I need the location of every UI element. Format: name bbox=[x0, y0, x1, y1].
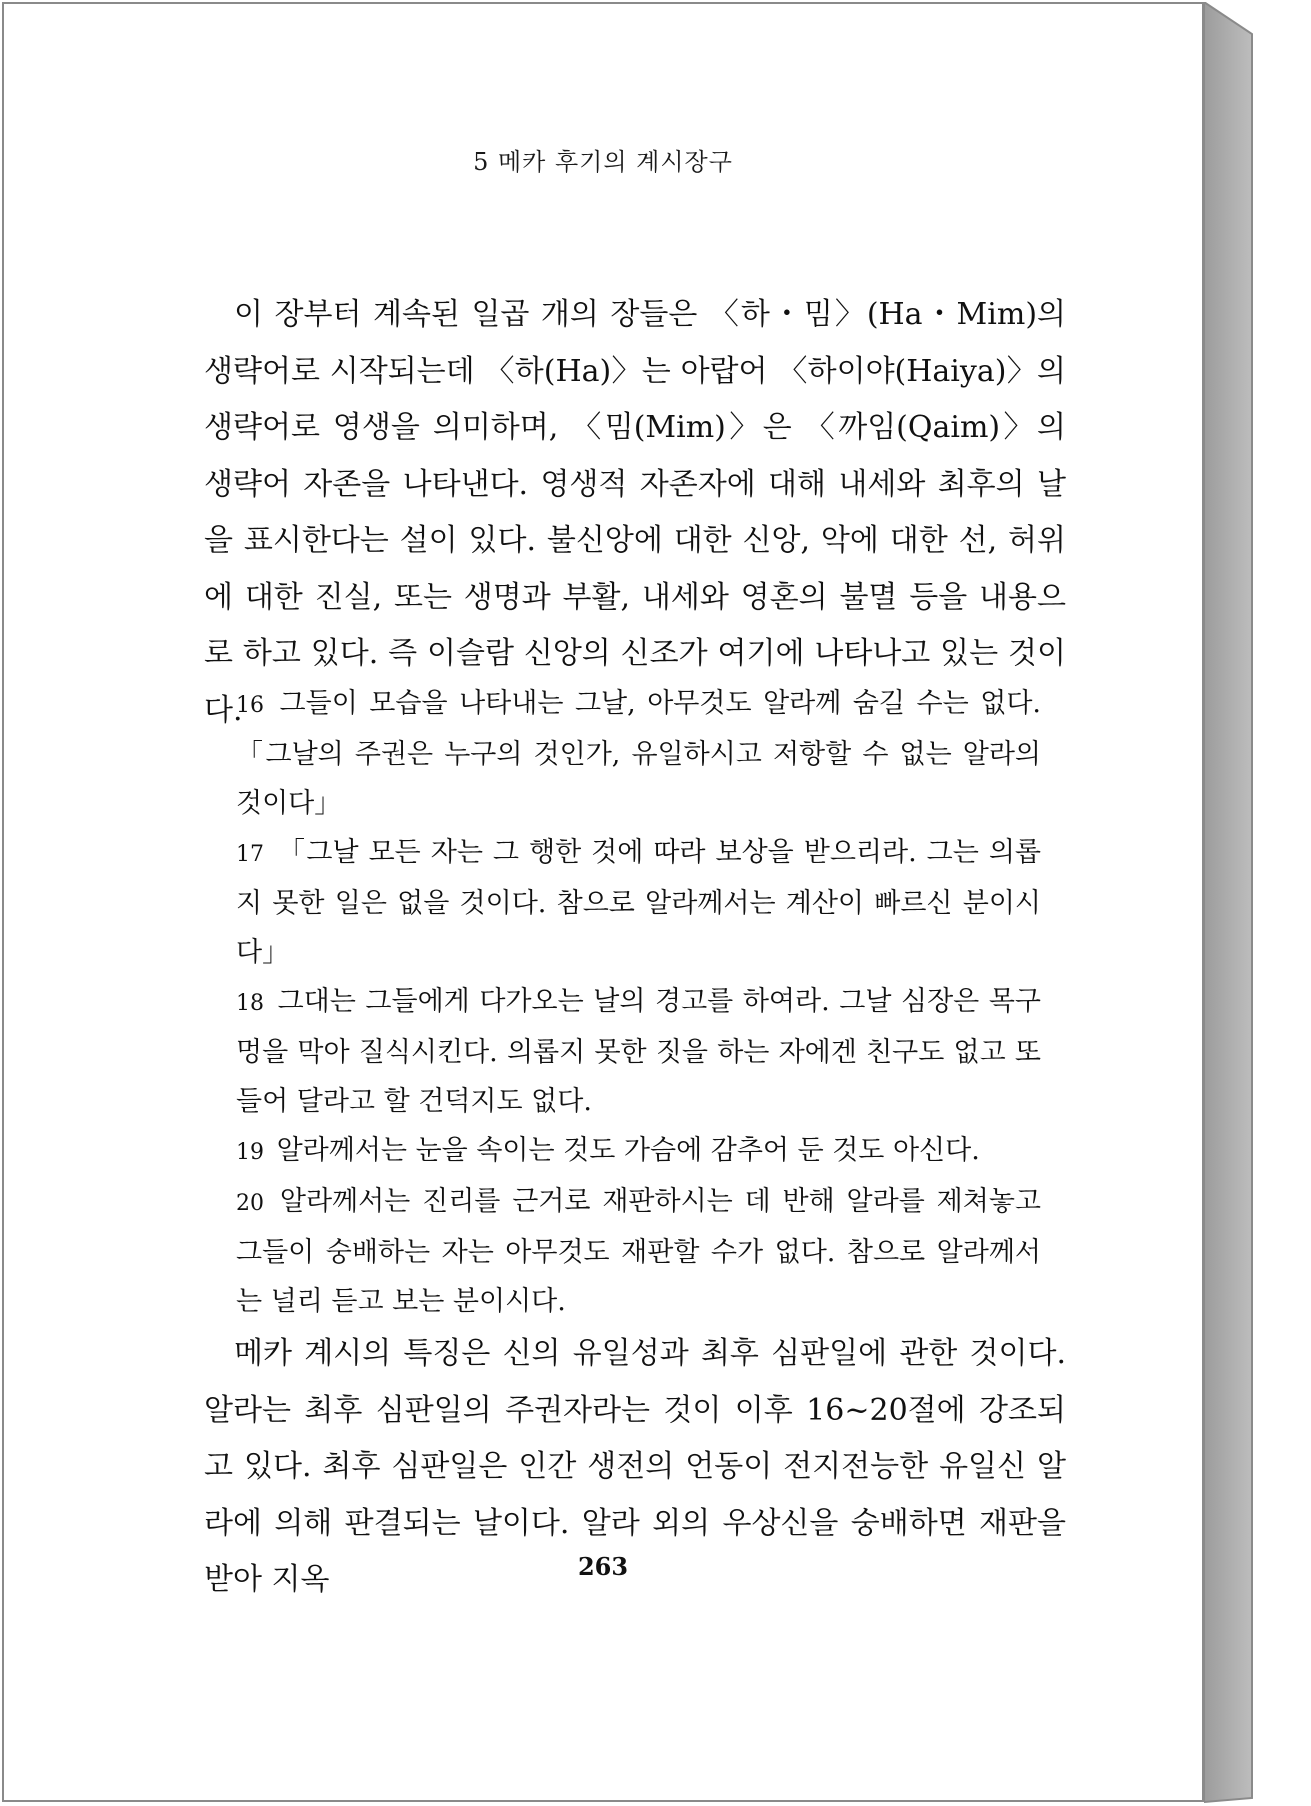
verse bbox=[236, 1177, 1041, 1326]
verse-number: 16 bbox=[236, 693, 264, 718]
verse bbox=[236, 679, 1041, 828]
running-head: 5 메카 후기의 계시장구 bbox=[473, 148, 733, 176]
verse-number: 17 bbox=[236, 842, 264, 867]
verse-number: 18 bbox=[236, 991, 264, 1016]
verse-text: 그들이 모습을 나타내는 그날, 아무것도 알라께 숨길 수는 없다. 「그날의 주권은 누구의 것인가, 유일하시고 저항할 수 없는 알라의 것이다」 bbox=[236, 688, 1041, 819]
page-number: 263 bbox=[577, 1552, 629, 1581]
intro-paragraph: 이 장부터 계속된 일곱 개의 장들은 〈하・밈〉(Ha・Mim)의 생략어로 시작되는데 〈하(Ha)〉는 아랍어 〈하이야(Haiya)〉의 생략어로 영생을 의미하며, 〈밈(Mim)〉은 〈까임(Qaim)〉의 생략어 자존을 나타낸다. 영생적 자존자에 대해 내세와 최후의 날을 표시한다는 설이 있다. 불신앙에 대한 신앙, 악에 대한 선, 허위에 대한 진실, 또는 생명과 부활, 내세와 영혼의 불멸 등을 내용으로 하고 있다. 즉 이슬람 신앙의 신조가 여기에 나타나고 있는 것이다. bbox=[204, 297, 1066, 728]
verse-text: 그대는 그들에게 다가오는 날의 경고를 하여라. 그날 심장은 목구멍을 막아 질식시킨다. 의롭지 못한 짓을 하는 자에겐 친구도 없고 또 들어 달라고 할 건덕지도 없다. bbox=[236, 986, 1041, 1117]
verse bbox=[236, 977, 1041, 1126]
verse-text: 알라께서는 진리를 근거로 재판하시는 데 반해 알라를 제쳐놓고 그들이 숭배하는 자는 아무것도 재판할 수가 없다. 참으로 알라께서는 널리 듣고 보는 분이시다. bbox=[236, 1186, 1041, 1317]
verse-text: 알라께서는 눈을 속이는 것도 가슴에 감추어 둔 것도 아신다. bbox=[276, 1135, 980, 1166]
closing-paragraph: 메카 계시의 특징은 신의 유일성과 최후 심판일에 관한 것이다. 알라는 최후 심판일의 주권자라는 것이 이후 16~20절에 강조되고 있다. 최후 심판일은 인간 생전의 언동이 전지전능한 유일신 알라에 의해 판결되는 날이다. 알라 외의 우상신을 숭배하면 재판을 받아 지옥 bbox=[204, 1336, 1066, 1597]
verse bbox=[236, 828, 1041, 977]
verse-block bbox=[236, 679, 1041, 1326]
verse bbox=[236, 1126, 1041, 1177]
verse-text: 「그날 모든 자는 그 행한 것에 따라 보상을 받으리라. 그는 의롭지 못한 일은 없을 것이다. 참으로 알라께서는 계산이 빠르신 분이시다」 bbox=[236, 837, 1042, 968]
book-page bbox=[2, 2, 1204, 1802]
verse-number: 20 bbox=[236, 1191, 264, 1216]
verse-number: 19 bbox=[236, 1140, 264, 1165]
